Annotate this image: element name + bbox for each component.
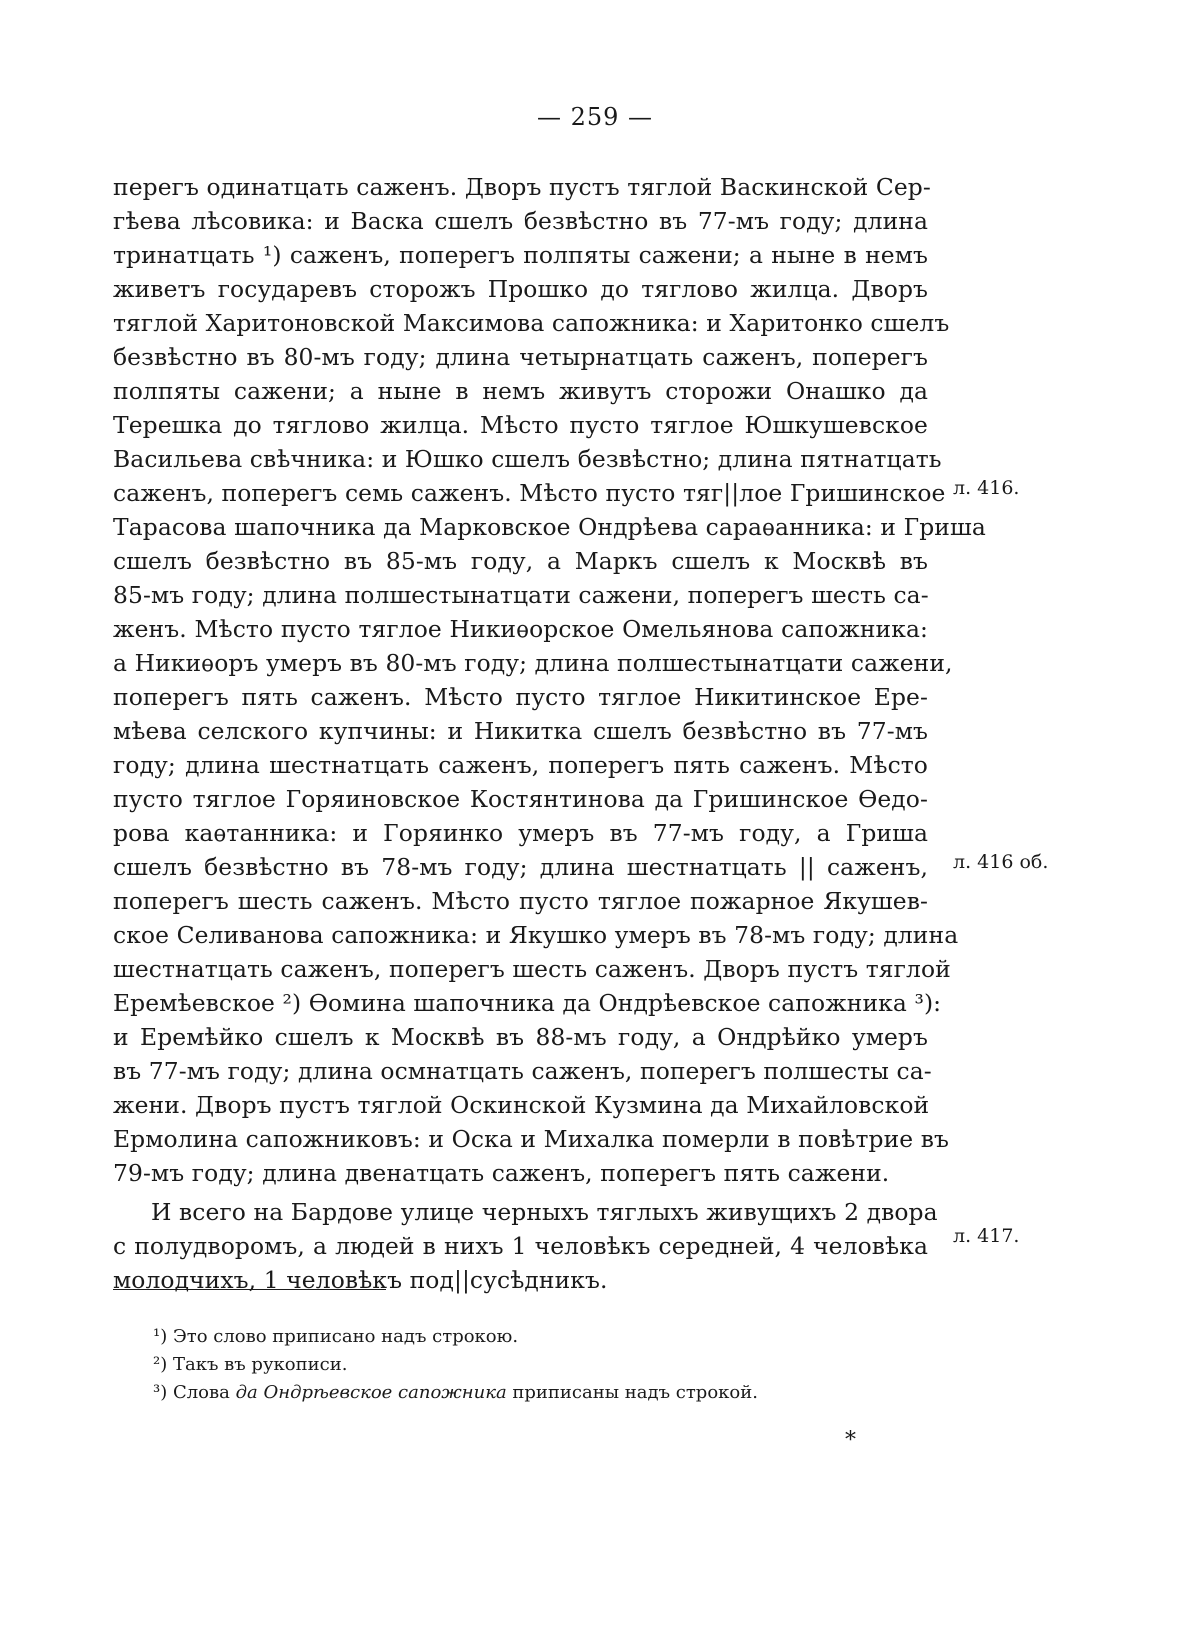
- footnote-2: ²) Такъ въ рукописи.: [153, 1354, 348, 1375]
- summary-line: И всего на Бардове улице черныхъ тяглыхъ живущихъ 2 двора: [151, 1198, 938, 1226]
- folio-note: л. 416 об.: [953, 851, 1049, 873]
- text-line: рова каѳтанника: и Горяинко умеръ въ 77-мъ году, а Гриша: [113, 819, 928, 847]
- text-line: безвѣстно въ 80-мъ году; длина четырнатцать саженъ, поперегъ: [113, 343, 928, 371]
- footnote-3-italic: да Ондрѣевское сапожника: [235, 1382, 507, 1403]
- text-line: жени. Дворъ пустъ тяглой Оскинской Кузмина да Михайловской: [113, 1091, 930, 1119]
- text-line: тяглой Харитоновской Максимова сапожника: и Харитонко сшелъ: [113, 309, 950, 337]
- text-line: Тарасова шапочника да Марковское Ондрѣева сараѳанника: и Гриша: [113, 513, 986, 541]
- text-line: мѣева селского купчины: и Никитка сшелъ безвѣстно въ 77-мъ: [113, 717, 928, 745]
- summary-line: с полудворомъ, а людей в нихъ 1 человѣкъ середней, 4 человѣка: [113, 1232, 928, 1260]
- text-line: 79-мъ году; длина двенатцать саженъ, поперегъ пять сажени.: [113, 1159, 890, 1187]
- footnote-1: ¹) Это слово приписано надъ строкою.: [153, 1326, 519, 1347]
- footnote-divider: [113, 1289, 386, 1290]
- text-line: Ермолина сапожниковъ: и Оска и Михалка померли в повѣтрие въ: [113, 1125, 950, 1153]
- text-line: Васильева свѣчника: и Юшко сшелъ безвѣстно; длина пятнатцать: [113, 445, 942, 473]
- text-line: году; длина шестнатцать саженъ, поперегъ пять саженъ. Мѣсто: [113, 751, 928, 779]
- text-line: полпяты сажени; а ныне в немъ живутъ сторожи Онашко да: [113, 377, 928, 405]
- folio-note: л. 416.: [953, 477, 1020, 499]
- text-line: сшелъ безвѣстно въ 85-мъ году, а Маркъ сшелъ к Москвѣ въ: [113, 547, 928, 575]
- text-line: перегъ одинатцать саженъ. Дворъ пустъ тяглой Васкинской Сер-: [113, 173, 931, 201]
- text-line: пусто тяглое Горяиновское Костянтинова да Гришинское Ѳедо-: [113, 785, 928, 813]
- footnote-3-suffix: приписаны надъ строкой.: [506, 1382, 758, 1403]
- footnotes: [153, 1323, 913, 1407]
- text-line: а Никиѳоръ умеръ въ 80-мъ году; длина полшестынатцати сажени,: [113, 649, 953, 677]
- page-number: — 259 —: [536, 103, 654, 131]
- footnote-3-prefix: ³) Слова: [153, 1382, 236, 1403]
- text-line: саженъ, поперегъ семь саженъ. Мѣсто пусто тяг||лое Гришинское: [113, 479, 946, 507]
- text-line: Терешка до тяглово жилца. Мѣсто пусто тяглое Юшкушевское: [113, 411, 928, 439]
- summary-line: молодчихъ, 1 человѣкъ под||сусѣдникъ.: [113, 1266, 608, 1294]
- text-line: поперегъ пять саженъ. Мѣсто пусто тяглое Никитинское Ере-: [113, 683, 928, 711]
- text-line: и Еремѣйко сшелъ к Москвѣ въ 88-мъ году, а Ондрѣйко умеръ: [113, 1023, 928, 1051]
- text-line: женъ. Мѣсто пусто тяглое Никиѳорское Омельянова сапожника:: [113, 615, 928, 643]
- text-line: Еремѣевское ²) Ѳомина шапочника да Ондрѣевское сапожника ³):: [113, 989, 942, 1017]
- text-line: ское Селиванова сапожника: и Якушко умеръ въ 78-мъ году; длина: [113, 921, 959, 949]
- main-text: [113, 170, 986, 1297]
- text-line: тринатцать ¹) саженъ, поперегъ полпяты сажени; а ныне в немъ: [113, 241, 928, 269]
- text-line: сшелъ безвѣстно въ 78-мъ году; длина шестнатцать || саженъ,: [113, 853, 928, 881]
- footnote-3: [153, 1379, 913, 1407]
- text-line: шестнатцать саженъ, поперегъ шесть саженъ. Дворъ пустъ тяглой: [113, 955, 951, 983]
- folio-note: л. 417.: [953, 1225, 1020, 1247]
- text-line: поперегъ шесть саженъ. Мѣсто пусто тяглое пожарное Якушев-: [113, 887, 928, 915]
- text-line: 85-мъ году; длина полшестынатцати сажени, поперегъ шесть са-: [113, 581, 929, 609]
- text-line: въ 77-мъ году; длина осмнатцать саженъ, поперегъ полшесты са-: [113, 1057, 932, 1085]
- text-line: гѣева лѣсовика: и Васка сшелъ безвѣстно въ 77-мъ году; длина: [113, 207, 928, 235]
- text-line: живетъ государевъ сторожъ Прошко до тяглово жилца. Дворъ: [113, 275, 928, 303]
- end-mark: *: [845, 1428, 856, 1453]
